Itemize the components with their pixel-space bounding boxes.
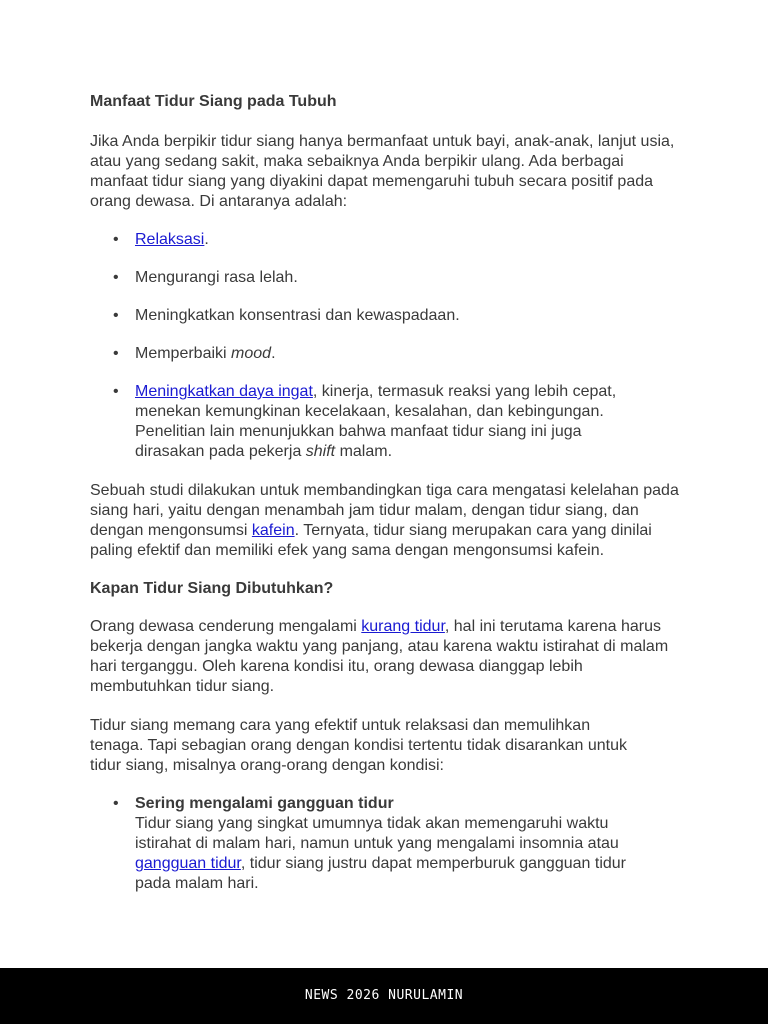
study-paragraph: Sebuah studi dilakukan untuk membandingkan tiga cara mengatasi kelelahan pada siang hari, yaitu dengan menambah jam tidur malam, dengan tidur siang, dan dengan mengonsumsi kafein. Ternyata, tidur siang merupakan cara yang dinilai paling efektif dan memiliki efek yang sama dengan mengonsumsi kafein. bbox=[90, 482, 679, 559]
list-item: • • Meningkatkan daya ingat, kinerja, termasuk reaksi yang lebih cepat, menekan kemungkinan kecelakaan, kesalahan, dan kebingungan. Penelitian lain menunjukkan bahwa manfaat tidur siang ini juga dirasakan pada pekerja shift malam. bbox=[135, 382, 645, 462]
list-item: • • Memperbaiki mood. bbox=[135, 344, 690, 364]
link-gangguan-tidur[interactable]: gangguan tidur bbox=[135, 855, 241, 872]
list-item: • • Mengurangi rasa lelah. bbox=[135, 268, 690, 288]
bullet-icon: • • bbox=[113, 383, 119, 400]
list-item: • • Sering mengalami gangguan tidur Tidur siang yang singkat umumnya tidak akan memengaruhi waktu istirahat di malam hari, namun untuk yang mengalami insomnia atau gangguan tidur, tidur siang justru dapat memperburuk gangguan tidur pada malam hari. bbox=[135, 794, 665, 894]
list-item: • • Meningkatkan konsentrasi dan kewaspadaan. bbox=[135, 306, 690, 326]
intro-text: Jika Anda berpikir tidur siang hanya bermanfaat untuk bayi, anak-anak, lanjut usia, atau yang sedang sakit, maka sebaiknya Anda berpikir ulang. Ada berbagai manfaat tidur siang yang diyakini dapat memengaruhi tubuh secara positif pada orang dewasa. Di antaranya adalah: bbox=[90, 133, 675, 210]
link-relaksasi[interactable]: Relaksasi bbox=[135, 231, 205, 248]
bullet-icon: • • bbox=[113, 231, 119, 248]
bullet-icon: • • bbox=[113, 269, 119, 286]
article bbox=[90, 92, 690, 894]
intro-paragraph bbox=[90, 132, 680, 212]
link-kafein[interactable]: kafein bbox=[251, 522, 295, 539]
heading-kapan: Kapan Tidur Siang Dibutuhkan? bbox=[90, 580, 334, 597]
footer-bar bbox=[0, 968, 768, 1024]
bullet-icon: • • bbox=[113, 345, 119, 362]
condition-paragraph: Tidur siang memang cara yang efektif untuk relaksasi dan memulihkan tenaga. Tapi sebagian orang dengan kondisi tertentu tidak disarankan untuk tidur siang, misalnya orang-orang dengan kondisi: bbox=[90, 717, 627, 774]
list-item: • • Relaksasi. bbox=[135, 230, 690, 250]
condition-list bbox=[90, 794, 690, 894]
link-kurang-tidur[interactable]: kurang tidur bbox=[361, 618, 445, 635]
bullet-icon: • • bbox=[113, 795, 119, 812]
heading-manfaat: Manfaat Tidur Siang pada Tubuh bbox=[90, 93, 337, 110]
footer-text: NEWS 2026 NURULAMIN bbox=[304, 988, 464, 1003]
condition-title: Sering mengalami gangguan tidur bbox=[135, 795, 394, 812]
adult-paragraph: Orang dewasa cenderung mengalami kurang tidur, hal ini terutama karena harus bekerja dengan jangka waktu yang panjang, atau karena waktu istirahat di malam hari terganggu. Oleh karena kondisi itu, orang dewasa dianggap lebih membutuhkan tidur siang. bbox=[90, 618, 669, 695]
bullet-icon: • • bbox=[113, 307, 119, 324]
benefit-list bbox=[90, 230, 690, 462]
link-daya-ingat[interactable]: Meningkatkan daya ingat bbox=[135, 383, 313, 400]
